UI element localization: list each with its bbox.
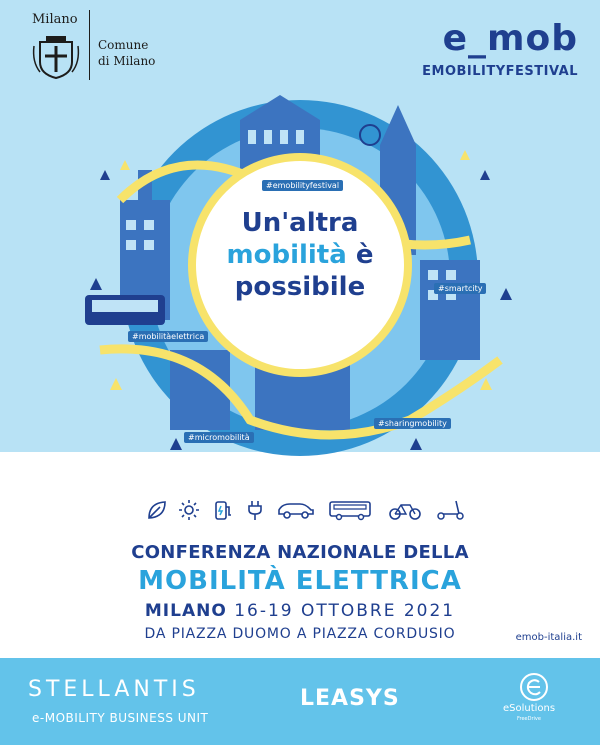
sun-icon	[178, 499, 200, 525]
event-city: MILANO	[144, 601, 227, 621]
hashtag-mobilitaelettrica: #mobilitàelettrica	[128, 331, 208, 342]
event-location: DA PIAZZA DUOMO A PIAZZA CORDUSIO	[144, 626, 456, 642]
event-dates	[0, 601, 600, 621]
conference-label: CONFERENZA NAZIONALE DELLA	[131, 542, 469, 563]
comune-milano-logo	[24, 10, 164, 84]
logo-divider	[89, 10, 90, 80]
stellantis-logo: STELLANTIS	[28, 677, 200, 702]
emob-logo	[408, 20, 578, 90]
hashtag-micromobilita: #micromobilità	[184, 432, 254, 443]
charging-station-icon	[212, 499, 234, 525]
hashtag-sharingmobility: #sharingmobility	[374, 418, 451, 429]
scooter-icon	[436, 499, 466, 525]
mobility-icons-row	[146, 499, 466, 535]
headline-line-1: Un'altra	[241, 208, 359, 238]
comune-label: Comune	[98, 38, 149, 52]
bus-icon	[328, 499, 372, 525]
hashtag-smartcity: #smartcity	[434, 283, 486, 294]
headline-e: è	[355, 240, 374, 270]
headline	[205, 207, 395, 303]
car-icon	[276, 499, 316, 525]
esolutions-label: eSolutions	[503, 703, 556, 714]
di-milano-label: di Milano	[98, 54, 156, 68]
bicycle-icon	[388, 499, 422, 525]
emob-festival-label: EMOBILITYFESTIVAL	[422, 64, 578, 79]
emob-wordmark: e_mob	[442, 18, 578, 59]
hashtag-emobilityfestival: #emobilityfestival	[262, 180, 343, 191]
milano-crest-icon	[30, 36, 82, 84]
event-date-range: 16-19 OTTOBRE 2021	[234, 601, 456, 621]
headline-line-3: possibile	[234, 272, 366, 302]
milano-label: Milano	[32, 12, 78, 27]
event-title: MOBILITÀ ELETTRICA	[138, 566, 462, 596]
stellantis-unit-label: e-MOBILITY BUSINESS UNIT	[32, 711, 209, 725]
headline-mobilita: mobilità	[226, 240, 347, 270]
website-link[interactable]: emob-italia.it	[515, 632, 582, 643]
headline-line-2	[205, 239, 395, 271]
leasys-logo: LEASYS	[300, 686, 400, 711]
esolutions-tagline: FreeDrive	[517, 716, 541, 722]
plug-icon	[244, 499, 266, 525]
esolutions-logo-icon	[519, 672, 549, 706]
leaf-icon	[146, 499, 168, 525]
